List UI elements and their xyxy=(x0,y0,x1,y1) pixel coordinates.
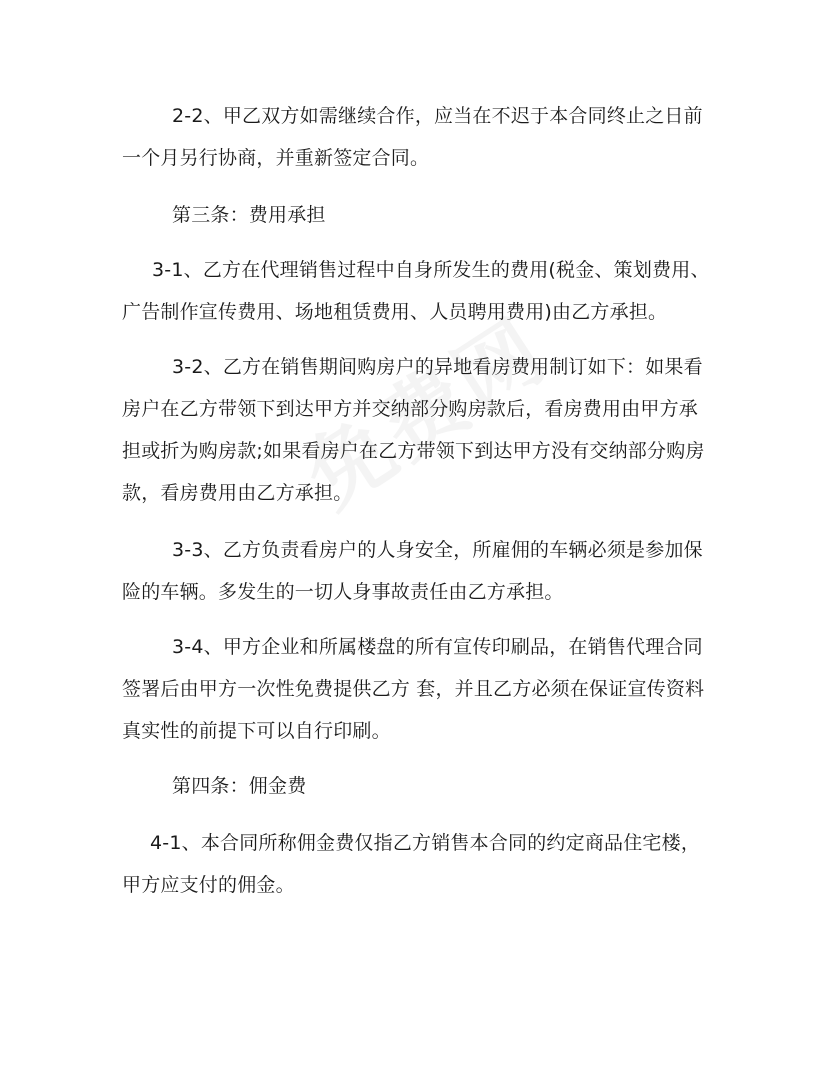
clause-2-2-line-2: 一个月另行协商，并重新签定合同。 xyxy=(122,147,430,169)
article-3-heading: 第三条：费用承担 xyxy=(172,204,326,226)
clause-3-3-line-1: 3-3、乙方负责看房户的人身安全，所雇佣的车辆必须是参加保 xyxy=(172,539,703,561)
clause-3-1-line-2: 广告制作宣传费用、场地租赁费用、人员聘用费用)由乙方承担。 xyxy=(122,301,668,323)
clause-3-4-line-1: 3-4、甲方企业和所属楼盘的所有宣传印刷品，在销售代理合同 xyxy=(172,636,703,658)
clause-3-2-line-1: 3-2、乙方在销售期间购房户的异地看房费用制订如下：如果看 xyxy=(172,356,703,378)
clause-2-2-line-1: 2-2、甲乙双方如需继续合作，应当在不迟于本合同终止之日前 xyxy=(172,105,703,127)
clause-4-1-line-1: 4-1、本合同所称佣金费仅指乙方销售本合同的约定商品住宅楼， xyxy=(150,832,701,854)
clause-3-2-line-2: 房户在乙方带领下到达甲方并交纳部分购房款后，看房费用由甲方承 xyxy=(122,398,699,420)
clause-3-2-line-4: 款，看房费用由乙方承担。 xyxy=(122,482,353,504)
clause-3-4-line-2: 签署后由甲方一次性免费提供乙方 套，并且乙方必须在保证宣传资料 xyxy=(122,678,705,700)
clause-3-1-line-1: 3-1、乙方在代理销售过程中自身所发生的费用(税金、策划费用、 xyxy=(152,259,710,281)
clause-3-2-line-3: 担或折为购房款;如果看房户在乙方带领下到达甲方没有交纳部分购房 xyxy=(122,440,705,462)
article-4-heading: 第四条：佣金费 xyxy=(172,775,307,797)
clause-4-1-line-2: 甲方应支付的佣金。 xyxy=(122,874,295,896)
clause-3-3-line-2: 险的车辆。多发生的一切人身事故责任由乙方承担。 xyxy=(122,581,564,603)
clause-3-4-line-3: 真实性的前提下可以自行印刷。 xyxy=(122,720,391,742)
